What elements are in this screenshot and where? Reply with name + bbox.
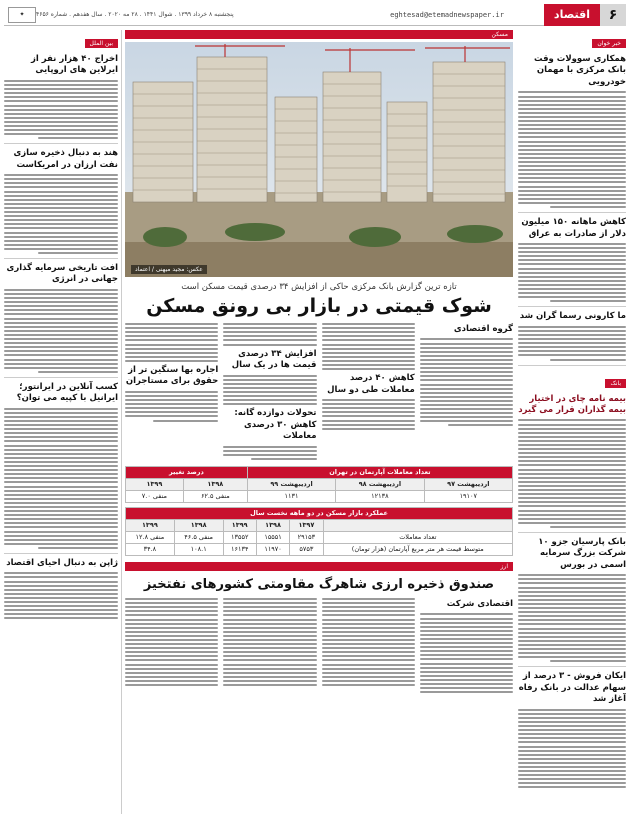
table-cell: ۱۶۱۳۴: [223, 543, 256, 555]
table-row: [126, 490, 513, 502]
city-skyline-image: [125, 42, 513, 277]
right-story-5-body: [518, 574, 626, 662]
table-cell: ۱۳۵۵۲: [223, 531, 256, 543]
bottom-story-headline[interactable]: صندوق ذخیره ارزی شاهرگ مقاومتی کشورهای نفتخیز: [143, 576, 495, 592]
table-cell: ۱۲۱۳۸: [336, 490, 424, 502]
left-story-3-body: [4, 289, 118, 373]
table-cell: ۱۳۹۸: [174, 519, 223, 531]
divider: [518, 212, 626, 213]
page-header: [4, 4, 626, 26]
divider: [4, 143, 118, 144]
table-cell: ۱۹۱۰۷: [424, 490, 512, 502]
bank-tag: بانک: [605, 379, 626, 388]
story-headline[interactable]: شوک قیمتی در بازار بی رونق مسکن: [146, 295, 492, 317]
main-story-column: [125, 30, 513, 814]
bottom-column-4: [125, 596, 218, 695]
right-story-4-title[interactable]: بیمه نامه چای در اختیار بیمه گذاران قرار می گیرد: [518, 393, 626, 415]
right-story-1-title[interactable]: همکاری سوولات وقت بانک مرکزی با مهمان خودرویی: [533, 54, 626, 87]
newspaper-logo-icon: ✦: [8, 7, 36, 23]
table-row: [126, 543, 513, 555]
table-cell: ۱۱۹۷۰: [256, 543, 289, 555]
right-story-6-body: [518, 709, 626, 789]
table-cell: منفی ۶۲.۵: [183, 490, 247, 502]
international-tag: بین الملل: [85, 39, 118, 48]
story-column-4: [125, 321, 218, 462]
left-story-2-title[interactable]: هند به دنبال ذخیره سازی نفت ارزان در امریکاست: [13, 148, 118, 170]
table-cell: اردیبهشت ۹۸: [336, 478, 424, 490]
right-story-3-title[interactable]: ما کارونی رسما گران شد: [519, 311, 626, 322]
table1-title: تعداد معاملات آپارتمان در تهران: [247, 466, 512, 478]
story-column-2: [322, 321, 415, 462]
column-subhead-4: اجاره بها سنگین تر از حقوق برای مستاجران: [125, 364, 219, 387]
table-cell: ۳۴.۸: [126, 543, 175, 555]
divider: [4, 258, 118, 259]
right-story-2-body: [518, 243, 626, 302]
table-cell: ۱۳۹۹: [126, 478, 184, 490]
divider: [4, 377, 118, 378]
table-cell: [323, 519, 512, 531]
divider: [4, 553, 118, 554]
table-cell: ۱۳۹۸: [183, 478, 247, 490]
left-news-column: [4, 30, 122, 814]
construction-photo: [125, 42, 513, 277]
bottom-story-columns: [125, 596, 513, 695]
left-story-3-title[interactable]: افت تاریخی سرمایه گذاری جهانی در انرژی: [6, 262, 118, 285]
story-body-columns: [125, 321, 513, 462]
table-cell: اردیبهشت ۹۷: [424, 478, 512, 490]
table-cell: اردیبهشت ۹۹: [247, 478, 335, 490]
photo-credit: عکس: مجید میهنی / اعتماد: [131, 265, 207, 274]
market-performance-table: [125, 507, 513, 556]
story-subhead: تازه ترین گزارش بانک مرکزی حاکی از افزایش ۳۴ درصدی قیمت مسکن است: [181, 282, 457, 292]
bottom-story-byline: اقتصادی شرکت: [446, 598, 513, 609]
table-cell: ۱۳۹۹: [126, 519, 175, 531]
table-cell: ۱۳۹۷: [290, 519, 323, 531]
right-story-1-body: [518, 91, 626, 208]
left-story-2-body: [4, 174, 118, 254]
news-tag: خبر خوان: [592, 39, 626, 48]
table-row-label: تعداد معاملات: [323, 531, 512, 543]
story-byline: گروه اقتصادی: [453, 324, 513, 334]
table-cell: منفی ۷.۰: [126, 490, 184, 502]
divider: [518, 532, 626, 533]
left-story-4-body: [4, 408, 118, 549]
left-story-5-body: [4, 572, 118, 619]
right-story-2-title[interactable]: کاهش ماهانه ۱۵۰ میلیون دلار از صادرات به عراق: [521, 217, 626, 239]
table-cell: منفی ۱۲.۸: [126, 531, 175, 543]
right-story-4-body: [518, 419, 626, 527]
left-story-4-title[interactable]: کسب آنلاین در ایرانتور؛ ایرانیل با کپیه می توان؟: [16, 381, 118, 404]
divider: [518, 365, 626, 366]
table-cell: ۱۰۸.۱: [174, 543, 223, 555]
bottom-column-1: [420, 596, 513, 695]
table-cell: ۱۵۵۵۱: [256, 531, 289, 543]
table-cell: ۱۳۹۸: [256, 519, 289, 531]
left-story-5-title[interactable]: ژاپن به دنبال احیای اقتصاد: [6, 557, 118, 568]
left-story-1-title[interactable]: اخراج ۴۰ هزار نفر از ایرلاین های اروپایی: [31, 54, 118, 76]
right-story-5-title[interactable]: بانک پارسیان جزو ۱۰ شرکت بزرگ سرمایه اسمی در بورس: [538, 536, 626, 570]
website-address[interactable]: eghtesad@etemadnewspaper.ir: [390, 10, 504, 19]
table-row: [126, 531, 513, 543]
section-tab[interactable]: اقتصاد: [544, 4, 600, 26]
column-subhead-1: کاهش ۴۰ درصد معاملات طی دو سال: [327, 373, 415, 395]
currency-tag: ارز: [125, 562, 513, 571]
dateline: پنجشنبه ۸ خرداد ۱۳۹۹ . شوال ۱۴۴۱ . ۲۸ مه ۲۰۲۰ . سال هفدهم . شماره ۴۶۵۶: [36, 11, 234, 18]
story-column-3: [223, 321, 316, 462]
right-news-column: [518, 30, 626, 814]
left-story-1-body: [4, 80, 118, 139]
right-story-6-title[interactable]: ایکان فروش - ۳ درصد از سهام عدالت در بانک رفاه آغاز شد: [518, 671, 626, 705]
transactions-table: [125, 466, 513, 503]
page-number: ۶: [600, 4, 626, 26]
column-subhead-3: تحولات دوازده گانه: کاهش ۳۰ درصدی معاملات: [234, 408, 317, 442]
table-cell: ۲۹۱۵۳: [290, 531, 323, 543]
divider: [518, 666, 626, 667]
right-story-3-body: [518, 326, 626, 361]
table-cell: ۵۷۵۳: [290, 543, 323, 555]
table-cell: ۱۱۳۱: [247, 490, 335, 502]
table-row-label: متوسط قیمت هر متر مربع آپارتمان (هزار تومان): [323, 543, 512, 555]
housing-tag: مسکن: [125, 30, 513, 39]
column-subhead-2: افزایش ۳۴ درصدی قیمت ها در یک سال: [231, 348, 317, 371]
table1-change-label: درصد تغییر: [126, 466, 248, 478]
bottom-column-3: [223, 596, 316, 695]
table2-title: عملکرد بازار مسکن در دو ماهه نخست سال: [126, 507, 513, 519]
bottom-column-2: [322, 596, 415, 695]
table-cell: منفی ۴۶.۵: [174, 531, 223, 543]
divider: [518, 306, 626, 307]
story-column-1: [420, 321, 513, 462]
table-cell: ۱۳۹۹: [223, 519, 256, 531]
